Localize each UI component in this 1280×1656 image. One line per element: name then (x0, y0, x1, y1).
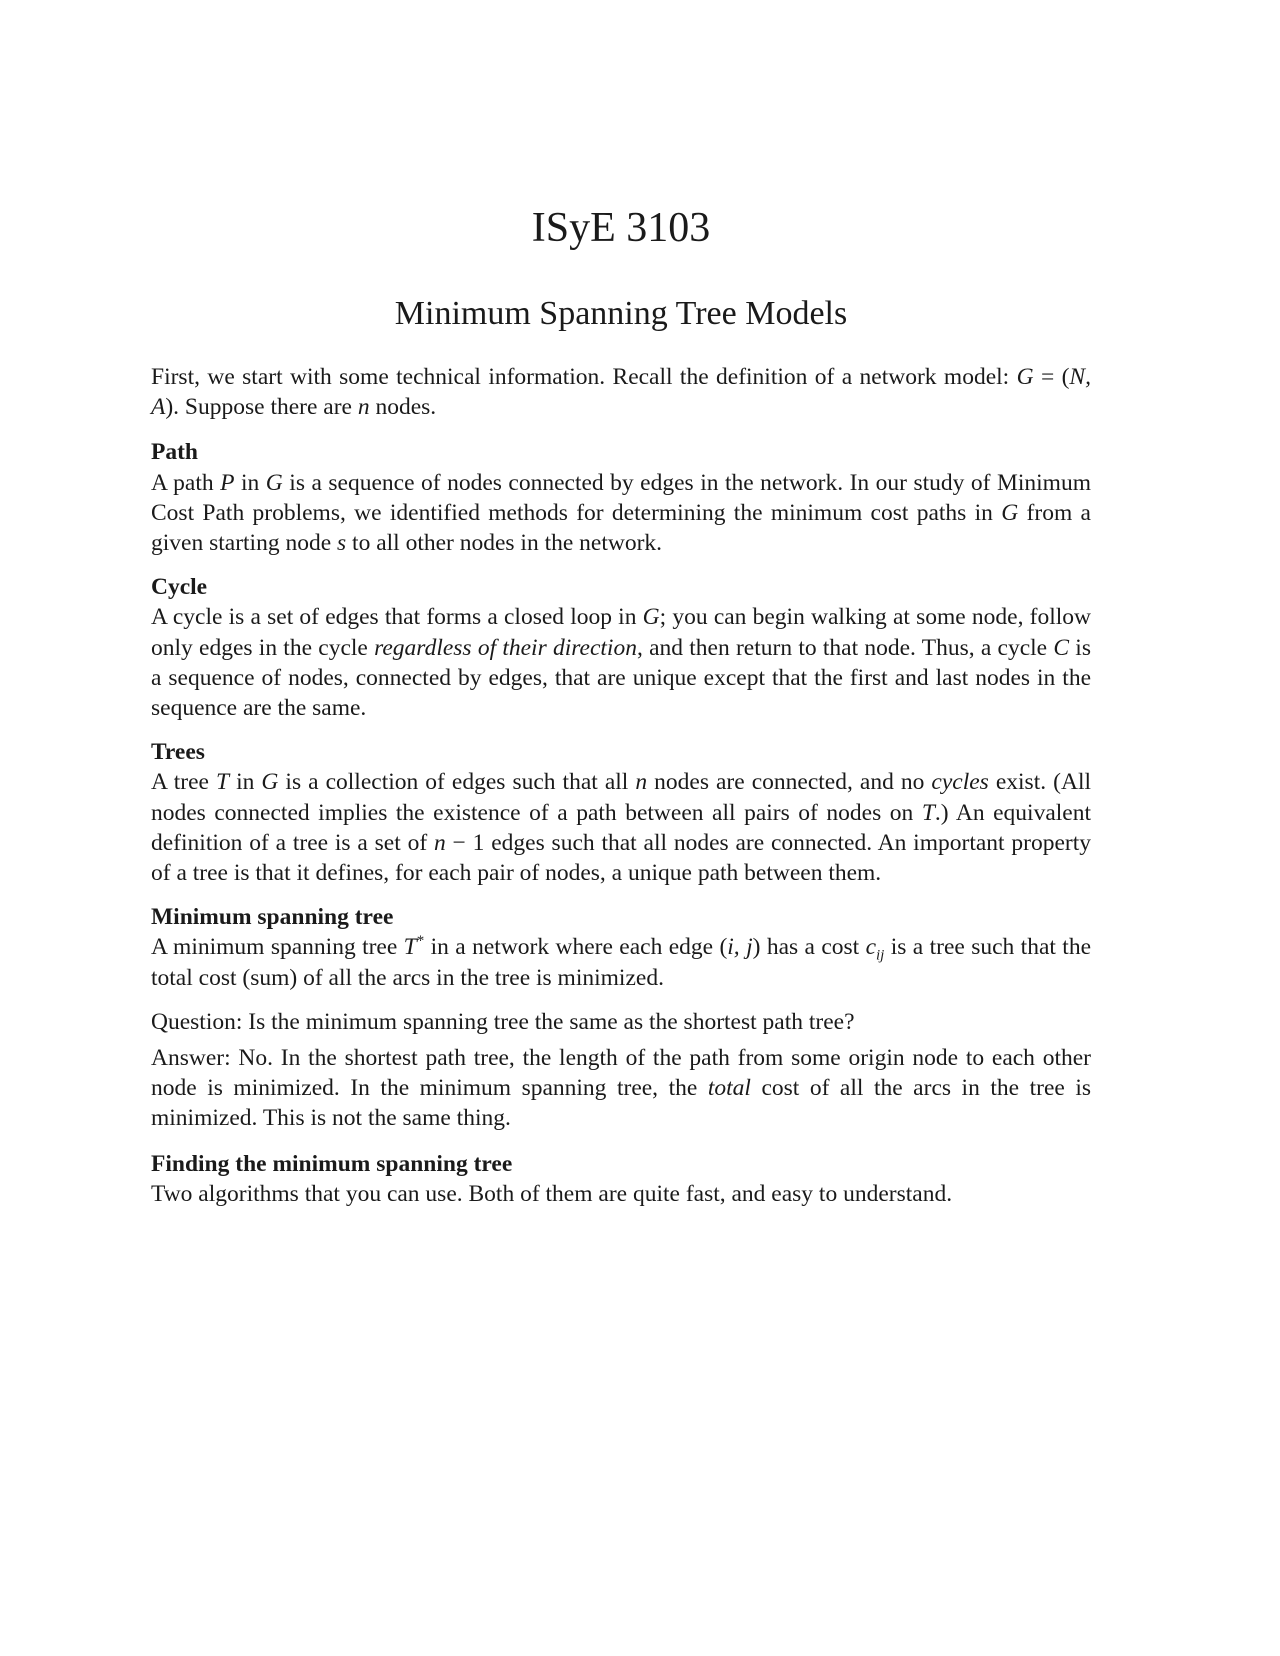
body-text: nodes are connected, and no (647, 769, 932, 796)
math-symbol: c (865, 934, 877, 961)
body-text: .) An equivalent definition of a tree is a set of (151, 799, 1091, 856)
math-superscript: * (416, 933, 425, 950)
section-path (151, 437, 1091, 558)
section-heading: Finding the minimum spanning tree (151, 1150, 513, 1177)
intro-text: ). Suppose there are (165, 394, 358, 421)
body-text: to all other nodes in the network. (346, 530, 663, 557)
body-text: ) has a cost (752, 934, 866, 961)
body-text: Answer: No. In the shortest path tree, the length of the path from some origin node to each other node is minimized. In the minimum spanning tree, the (151, 1045, 1091, 1102)
body-text: in (229, 769, 262, 796)
intro-text: nodes. (369, 394, 437, 421)
section-body (151, 932, 1091, 992)
document-subtitle: Minimum Spanning Tree Models (394, 295, 848, 332)
math-symbol: G (1001, 499, 1019, 526)
body-text: is a collection of edges such that all (278, 769, 636, 796)
body-text: cost of all the arcs in the tree is minimized. This is not the same thing. (151, 1075, 1092, 1132)
body-text: from a given starting node (151, 499, 1091, 557)
emphasis-text: cycles (931, 769, 989, 796)
section-heading: Trees (151, 739, 205, 766)
section-body (151, 602, 1091, 723)
body-text: A path (151, 469, 221, 496)
body-text: is a sequence of nodes, connected by edges, that are unique except that the first and last nodes in the sequence are the same. (151, 634, 1091, 722)
body-text: exist. (All nodes connected implies the existence of a path between all pairs of nodes on (151, 769, 1091, 826)
section-heading: Path (151, 439, 198, 466)
section-cycle (151, 572, 1091, 723)
question-paragraph: Question: Is the minimum spanning tree the same as the shortest path tree? (151, 1008, 855, 1035)
section-finding-mst (151, 1149, 1091, 1209)
body-text: A tree (151, 769, 216, 796)
document-body (151, 362, 1091, 1223)
section-body (151, 468, 1091, 559)
math-symbol: G (265, 469, 283, 496)
section-trees (151, 737, 1091, 888)
body-text: in (234, 469, 266, 496)
emphasis-text: regardless of their direction (374, 634, 637, 661)
section-body (151, 767, 1091, 888)
answer-paragraph (151, 1043, 1091, 1134)
math-symbol: s (337, 530, 347, 557)
section-minimum-spanning-tree (151, 902, 1091, 993)
body-text: − 1 edges such that all nodes are connected. An important property of a tree is that it defines, for each pair of nodes, a unique path between them. (151, 829, 1091, 887)
section-heading: Minimum spanning tree (151, 904, 394, 931)
section-heading: Cycle (151, 574, 208, 601)
body-text: is a sequence of nodes connected by edges in the network. In our study of Minimum Cost Path problems, we identified methods for determining the minimum cost paths in (151, 469, 1091, 526)
math-symbol: n (635, 769, 648, 796)
math-symbol: G (1016, 364, 1034, 390)
math-symbol: n (357, 394, 370, 421)
section-body: Two algorithms that you can use. Both of them are quite fast, and easy to understand. (151, 1180, 953, 1207)
math-symbol: i, j (727, 934, 753, 961)
math-symbol: T (921, 799, 935, 826)
math-symbol: G (642, 604, 660, 631)
intro-text: = ( (1033, 364, 1070, 390)
body-text: A cycle is a set of edges that forms a closed loop in (151, 604, 643, 631)
body-text: in a network where each edge ( (424, 934, 728, 961)
math-symbol: N, A (151, 364, 1091, 421)
intro-text: First, we start with some technical information. Recall the definition of a network model: (151, 364, 1017, 390)
body-text: ; you can begin walking at some node, follow only edges in the cycle (151, 604, 1091, 661)
intro-paragraph (151, 362, 1091, 422)
math-symbol: T (403, 934, 417, 961)
math-symbol: n (433, 829, 446, 856)
math-subscript: ij (876, 948, 885, 965)
body-text: , and then return to that node. Thus, a cycle (636, 634, 1054, 661)
document-page (151, 0, 1091, 1656)
emphasis-text: total (707, 1075, 751, 1102)
math-symbol: P (220, 469, 235, 496)
math-symbol: C (1053, 634, 1070, 661)
math-symbol: T (215, 769, 230, 796)
document-title: ISyE 3103 (531, 205, 711, 251)
math-symbol: G (261, 769, 279, 796)
body-text: A minimum spanning tree (151, 934, 404, 961)
body-text: is a tree such that the total cost (sum) of all the arcs in the tree is minimized. (151, 934, 1091, 991)
